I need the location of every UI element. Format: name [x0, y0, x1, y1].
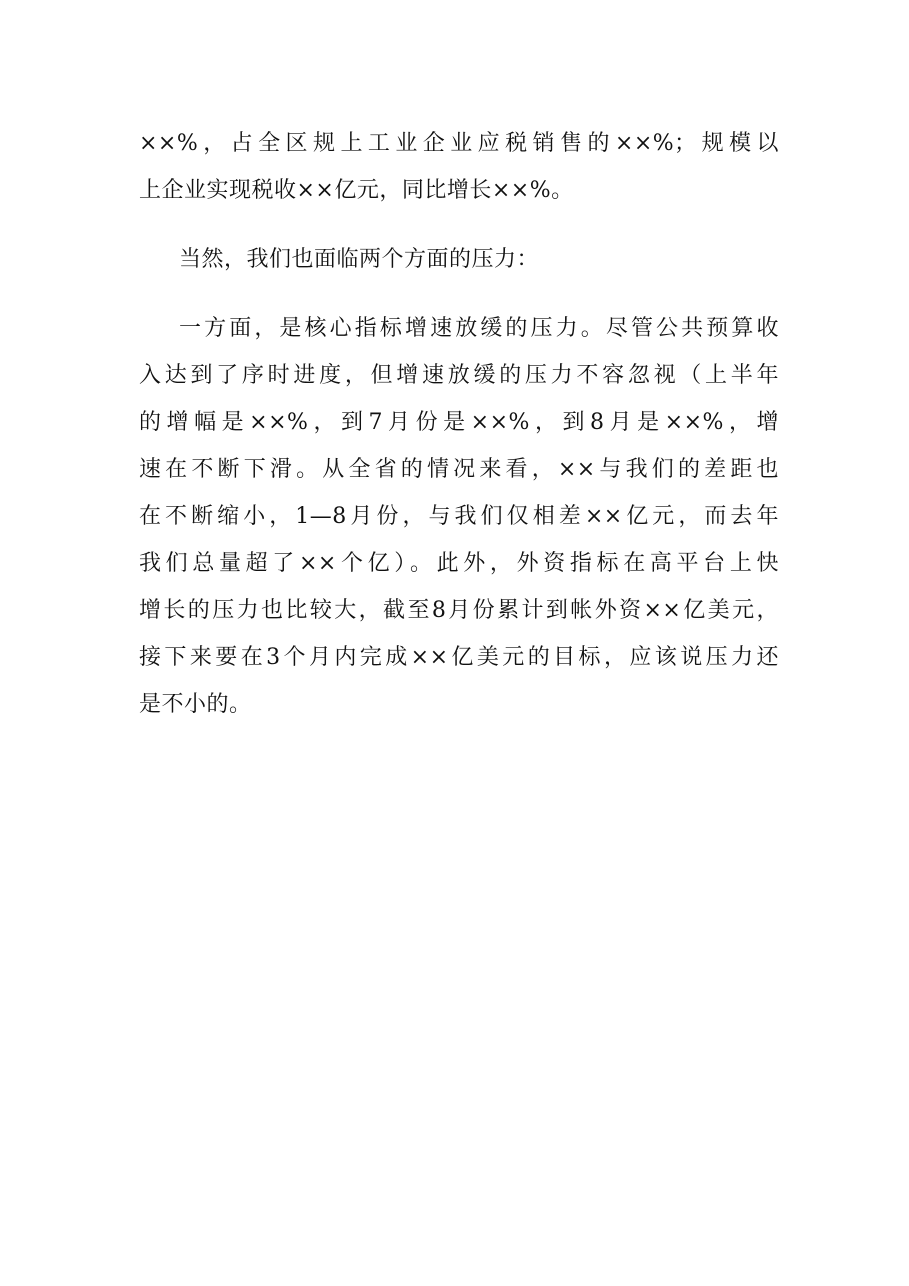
text-line: 接下来要在3个月内完成××亿美元的目标，应该说压力还	[139, 645, 779, 670]
text-line: 上企业实现税收××亿元，同比增长××%。	[139, 178, 574, 203]
text-line: 在不断缩小，1—8月份，与我们仅相差××亿元，而去年	[139, 504, 779, 529]
text-line: 我们总量超了××个亿）。此外，外资指标在高平台上快	[139, 551, 779, 576]
text-line: 是不小的。	[139, 692, 252, 717]
text-line: ××%，占全区规上工业企业应税销售的××%；规模以	[139, 131, 779, 156]
paragraph-pressure-intro	[139, 236, 779, 283]
text-line: 增长的压力也比较大，截至8月份累计到帐外资××亿美元，	[139, 598, 779, 623]
text-line: 的增幅是××%，到7月份是××%，到8月是××%，增	[139, 410, 779, 435]
paragraph-growth-pressure	[139, 305, 779, 728]
text-line: 入达到了序时进度，但增速放缓的压力不容忽视（上半年	[139, 363, 779, 388]
text-line: 一方面，是核心指标增速放缓的压力。尽管公共预算收	[179, 316, 779, 341]
body-text	[139, 120, 779, 728]
text-line: 速在不断下滑。从全省的情况来看，××与我们的差距也	[139, 457, 779, 482]
paragraph-tax-summary	[139, 120, 779, 214]
text-line: 当然，我们也面临两个方面的压力：	[179, 247, 540, 272]
